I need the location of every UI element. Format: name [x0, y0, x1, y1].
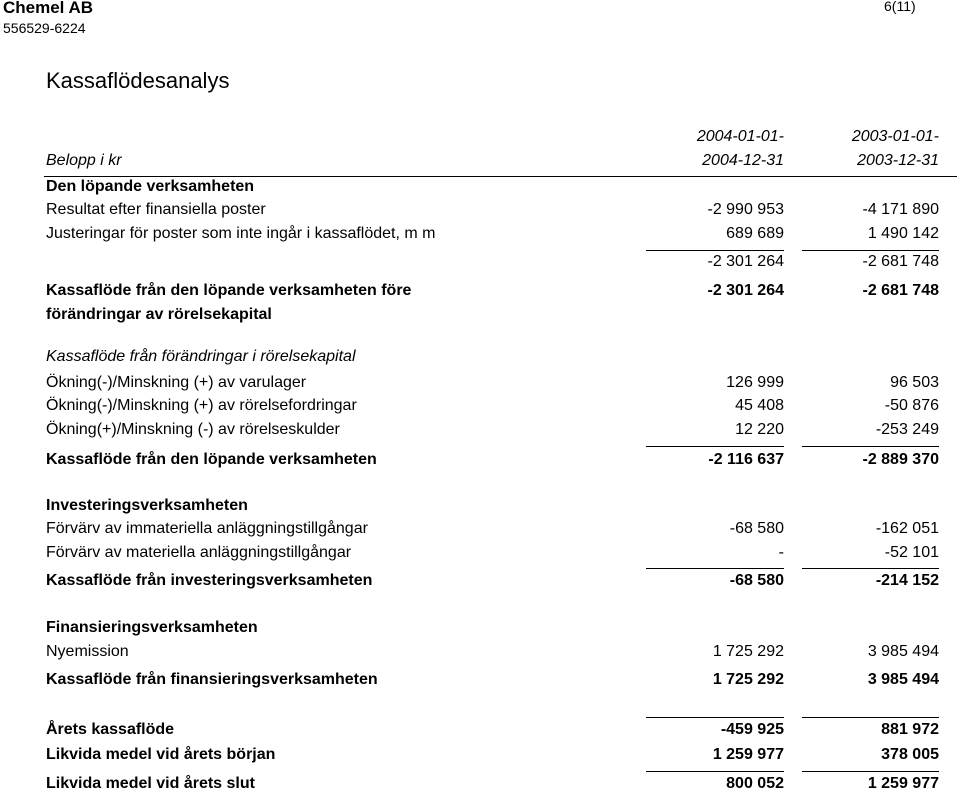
row-value-2004: 45 408: [735, 397, 784, 414]
table-row: [0, 572, 960, 596]
row-value-2004: -2 116 637: [708, 451, 784, 468]
row-value-2003: -50 876: [884, 397, 939, 414]
row-value-2004: 689 689: [726, 225, 784, 242]
table-row: [0, 619, 960, 643]
table-row: [0, 421, 960, 445]
table-row: [0, 397, 960, 421]
row-label: Årets kassaflöde: [46, 721, 175, 738]
page-title: Kassaflödesanalys: [46, 68, 230, 93]
row-value-2003: 378 005: [881, 746, 939, 763]
row-label: Kassaflöde från investeringsverksamheten: [46, 572, 373, 589]
row-label: Finansieringsverksamheten: [46, 619, 258, 636]
table-row: [0, 775, 960, 799]
row-value-2004: 12 220: [735, 421, 784, 438]
row-value-2003: 881 972: [881, 721, 939, 738]
row-label: Nyemission: [46, 643, 129, 660]
row-value-2004: -: [778, 544, 784, 561]
row-value-2003: -253 249: [875, 421, 939, 438]
col1-header-start: 2004-01-01-: [696, 128, 784, 145]
row-label: Kassaflöde från den löpande verksamheten före: [46, 282, 412, 299]
row-value-2004: -2 990 953: [707, 201, 784, 218]
page-number: 6(11): [884, 0, 916, 14]
row-value-2004: 800 052: [726, 775, 784, 792]
table-row: [0, 306, 960, 330]
row-value-2003: -2 889 370: [862, 451, 939, 468]
row-value-2003: -2 681 748: [862, 282, 939, 299]
table-row: [0, 282, 960, 306]
row-value-2004: -68 580: [729, 572, 784, 589]
row-value-2003: -162 051: [875, 520, 939, 537]
col1-header-end: 2004-12-31: [702, 152, 784, 169]
sum-rule-col1: [646, 568, 784, 569]
header-rule: [44, 176, 957, 177]
row-value-2004: -2 301 264: [707, 253, 784, 270]
row-value-2004: -459 925: [720, 721, 784, 738]
row-value-2003: -214 152: [875, 572, 939, 589]
table-row: [0, 746, 960, 770]
table-row: [0, 253, 960, 277]
row-label: förändringar av rörelsekapital: [46, 306, 272, 323]
sum-rule-col2: [802, 771, 939, 772]
row-label: Kassaflöde från finansieringsverksamheten: [46, 671, 378, 688]
row-value-2004: 1 725 292: [712, 643, 784, 660]
table-row: [0, 348, 960, 372]
table-row: [0, 497, 960, 521]
table-row: [0, 643, 960, 667]
row-label: Ökning(-)/Minskning (+) av rörelsefordringar: [46, 397, 357, 414]
row-value-2003: -52 101: [884, 544, 939, 561]
row-label: Kassaflöde från förändringar i rörelsekapital: [46, 348, 356, 365]
col2-header-start: 2003-01-01-: [851, 128, 939, 145]
table-row: [0, 721, 960, 745]
sum-rule-col1: [646, 771, 784, 772]
row-value-2003: -4 171 890: [862, 201, 939, 218]
company-name: Chemel AB: [3, 0, 94, 17]
row-label: Resultat efter finansiella poster: [46, 201, 266, 218]
table-row: [0, 201, 960, 225]
row-label: Investeringsverksamheten: [46, 497, 248, 514]
sum-rule-col1: [646, 250, 784, 251]
sum-rule-col2: [802, 568, 939, 569]
row-value-2003: 1 259 977: [867, 775, 939, 792]
row-label: Ökning(+)/Minskning (-) av rörelseskulder: [46, 421, 340, 438]
col2-header-end: 2003-12-31: [857, 152, 939, 169]
unit-label: Belopp i kr: [46, 152, 122, 169]
row-value-2004: 126 999: [726, 374, 784, 391]
table-row: [0, 374, 960, 398]
sum-rule-col2: [802, 446, 939, 447]
table-row: [0, 225, 960, 249]
row-value-2004: 1 259 977: [712, 746, 784, 763]
row-label: Förvärv av immateriella anläggningstillgångar: [46, 520, 368, 537]
table-row: [0, 178, 960, 202]
row-label: Likvida medel vid årets början: [46, 746, 276, 763]
row-value-2003: 1 490 142: [867, 225, 939, 242]
sum-rule-col1: [646, 446, 784, 447]
sum-rule-col1: [646, 717, 784, 718]
row-value-2004: 1 725 292: [712, 671, 784, 688]
row-label: Kassaflöde från den löpande verksamheten: [46, 451, 377, 468]
row-value-2004: -2 301 264: [707, 282, 784, 299]
row-label: Likvida medel vid årets slut: [46, 775, 255, 792]
row-label: Ökning(-)/Minskning (+) av varulager: [46, 374, 307, 391]
sum-rule-col2: [802, 250, 939, 251]
row-value-2003: 3 985 494: [867, 643, 939, 660]
table-row: [0, 520, 960, 544]
row-value-2003: 3 985 494: [867, 671, 939, 688]
row-label: Justeringar för poster som inte ingår i kassaflödet, m m: [46, 225, 436, 242]
row-value-2004: -68 580: [729, 520, 784, 537]
row-value-2003: -2 681 748: [862, 253, 939, 270]
sum-rule-col2: [802, 717, 939, 718]
row-label: Förvärv av materiella anläggningstillgångar: [46, 544, 352, 561]
table-row: [0, 671, 960, 695]
org-number: 556529-6224: [3, 20, 86, 36]
row-value-2003: 96 503: [890, 374, 939, 391]
row-label: Den löpande verksamheten: [46, 178, 255, 195]
table-row: [0, 451, 960, 475]
table-row: [0, 544, 960, 568]
